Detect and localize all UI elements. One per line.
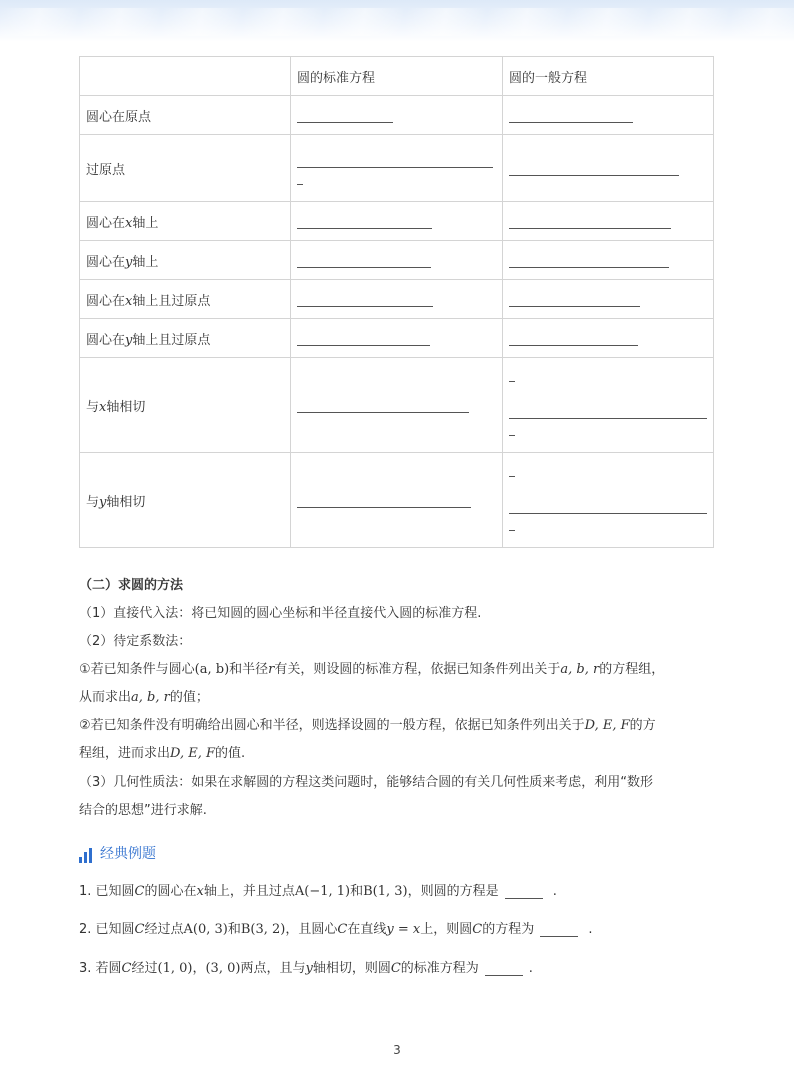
table-row <box>80 202 714 241</box>
blank-dash <box>509 371 515 382</box>
blank-dash <box>509 466 515 477</box>
row-label: 与x轴相切 <box>80 358 291 453</box>
blank-line <box>509 406 707 419</box>
circle-equation-table <box>79 56 714 548</box>
table-header-standard: 圆的标准方程 <box>291 57 503 96</box>
examples-heading <box>79 843 156 863</box>
table-row <box>80 358 714 453</box>
table-row <box>80 280 714 319</box>
blank-line <box>509 110 633 123</box>
row-label: 圆心在y轴上 <box>80 241 291 280</box>
blank-line <box>509 501 707 514</box>
blank-line <box>297 294 433 307</box>
page-number: 3 <box>393 1043 401 1057</box>
bar-chart-icon <box>79 849 92 863</box>
blank-line <box>509 294 640 307</box>
method-2b-line1: ②若已知条件没有明确给出圆心和半径，则选择设圆的一般方程，依据已知条件列出关于D, E, F的方 <box>79 718 656 733</box>
row-label: 过原点 <box>80 135 291 202</box>
row-label: 与y轴相切 <box>80 453 291 548</box>
table-header-row <box>80 57 714 96</box>
blank-line <box>509 255 669 268</box>
method-2a-line2: 从而求出a, b, r的值； <box>79 690 209 705</box>
blank-line <box>297 495 471 508</box>
blank-dash <box>509 520 515 531</box>
section-title: （二）求圆的方法 <box>79 578 184 593</box>
row-label: 圆心在x轴上且过原点 <box>80 280 291 319</box>
answer-blank <box>485 963 523 976</box>
blank-line <box>297 333 430 346</box>
blank-line <box>297 110 393 123</box>
method-2b-line2: 程组，进而求出D, E, F的值. <box>79 746 246 761</box>
table-row <box>80 241 714 280</box>
header-band <box>0 0 794 42</box>
table-header-general: 圆的一般方程 <box>503 57 714 96</box>
row-label: 圆心在x轴上 <box>80 202 291 241</box>
table-row <box>80 319 714 358</box>
example-question-2: 2. 已知圆C经过点A(0, 3)和B(3, 2)，且圆心C在直线y = x上，则圆C的方程为 . <box>79 922 593 937</box>
answer-blank <box>505 886 543 899</box>
row-label: 圆心在y轴上且过原点 <box>80 319 291 358</box>
example-question-3: 3. 若圆C经过(1, 0)，(3, 0)两点，且与y轴相切，则圆C的标准方程为 . <box>79 961 533 976</box>
table-header-empty <box>80 57 291 96</box>
example-question-1: 1. 已知圆C的圆心在x轴上，并且过点A(−1, 1)和B(1, 3)，则圆的方程是 . <box>79 884 557 899</box>
blank-line <box>297 216 432 229</box>
row-label: 圆心在原点 <box>80 96 291 135</box>
method-2a-line1: ①若已知条件与圆心(a, b)和半径r有关，则设圆的标准方程，依据已知条件列出关于a, b, r的方程组， <box>79 662 665 677</box>
answer-blank <box>540 924 578 937</box>
method-1: （1）直接代入法：将已知圆的圆心坐标和半径直接代入圆的标准方程. <box>79 606 482 621</box>
blank-line <box>297 255 431 268</box>
table-row <box>80 96 714 135</box>
blank-line <box>297 400 469 413</box>
blank-line <box>509 163 679 176</box>
blank-dash <box>297 174 303 185</box>
method-2: （2）待定系数法： <box>79 634 192 649</box>
blank-line <box>509 216 671 229</box>
blank-dash <box>509 425 515 436</box>
blank-line <box>509 333 638 346</box>
table-row <box>80 135 714 202</box>
examples-heading-text: 经典例题 <box>100 846 156 862</box>
table-row <box>80 453 714 548</box>
blank-line <box>297 155 493 168</box>
method-3-line2: 结合的思想”进行求解. <box>79 803 207 818</box>
method-3-line1: （3）几何性质法：如果在求解圆的方程这类问题时，能够结合圆的有关几何性质来考虑，利用“数形 <box>79 775 654 790</box>
